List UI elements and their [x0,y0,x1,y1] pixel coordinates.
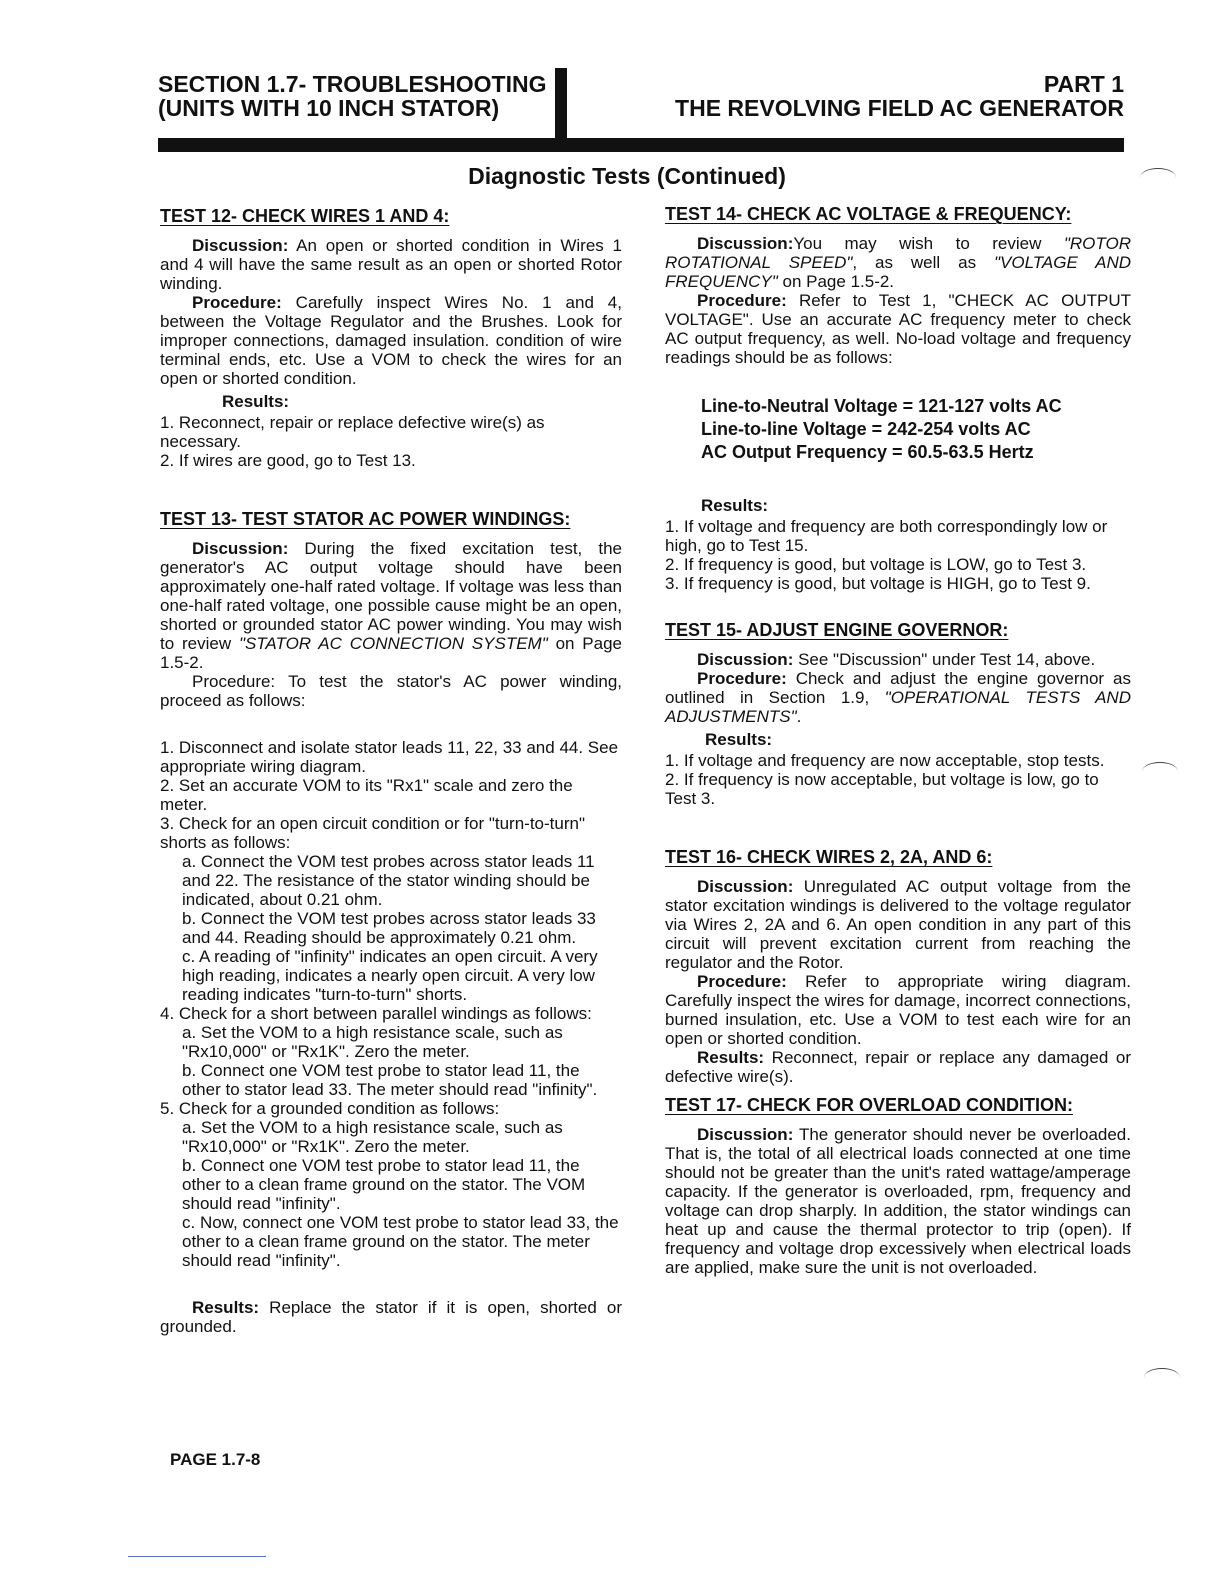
test13-step-1: 1. Disconnect and isolate stator leads 11, 22, 33 and 44. See appropriate wiring diagram. [160,738,619,776]
test15-heading: TEST 15- ADJUST ENGINE GOVERNOR: [665,620,1009,640]
test14-result-1: 1. If voltage and frequency are both correspondingly low or high, go to Test 15. [665,517,1108,555]
test16-results: Results: Reconnect, repair or replace any damaged or defective wire(s). [665,1048,1131,1086]
spec-line-to-line: Line-to-line Voltage = 242-254 volts AC [701,419,1031,439]
test14-result-3: 3. If frequency is good, but voltage is HIGH, go to Test 9. [665,574,1091,593]
page-title: Diagnostic Tests (Continued) [468,163,786,189]
test14-procedure: Procedure: Refer to Test 1, "CHECK AC OUTPUT VOLTAGE". Use an accurate AC frequency meter to check AC output frequency, as well. No-load voltage and frequency readings should be as follows: [665,291,1131,367]
part-title: THE REVOLVING FIELD AC GENERATOR [675,95,1124,121]
section-header [158,72,546,120]
test16-heading: TEST 16- CHECK WIRES 2, 2A, AND 6: [665,847,993,867]
section-subtitle: (UNITS WITH 10 INCH STATOR) [158,95,500,121]
test13-step-3b: b. Connect the VOM test probes across stator leads 33 and 44. Reading should be approximately 0.21 ohm. [182,909,596,947]
test17-heading: TEST 17- CHECK FOR OVERLOAD CONDITION: [665,1095,1074,1115]
test13-section [160,510,622,1336]
test13-step-4b: b. Connect one VOM test probe to stator lead 11, the other to stator lead 33. The meter should read "infinity". [182,1061,598,1099]
test13-step-5c: c. Now, connect one VOM test probe to stator lead 33, the other to a clean frame ground on the stator. The meter should read "infinity". [182,1213,619,1270]
test15-result-1: 1. If voltage and frequency are now acceptable, stop tests. [665,751,1105,770]
test12-results-label: Results: [222,392,290,411]
test12-result-1: 1. Reconnect, repair or replace defective wire(s) as necessary. [160,413,545,451]
test15-procedure: Procedure: Check and adjust the engine governor as outlined in Section 1.9, "OPERATIONAL TESTS AND ADJUSTMENTS". [665,669,1131,726]
test16-discussion: Discussion: Unregulated AC output voltage from the stator excitation windings is delivered to the voltage regulator via Wires 2, 2A and 6. An open condition in any part of this circuit will prevent excitation current from reaching the regulator and the Rotor. [665,877,1131,972]
test17-section [665,1096,1131,1277]
spec-line-to-neutral: Line-to-Neutral Voltage = 121-127 volts AC [701,396,1062,416]
test13-step-4a: a. Set the VOM to a high resistance scale, such as "Rx10,000" or "Rx1K". Zero the meter. [182,1023,563,1061]
test12-discussion: Discussion: An open or shorted condition in Wires 1 and 4 will have the same result as an open or shorted Rotor winding. [160,236,622,293]
left-column [160,207,622,1336]
test14-discussion: Discussion:You may wish to review "ROTOR ROTATIONAL SPEED", as well as "VOLTAGE AND FREQUENCY" on Page 1.5-2. [665,234,1131,291]
test12-procedure: Procedure: Carefully inspect Wires No. 1 and 4, between the Voltage Regulator and the Brushes. Look for improper connections, damaged insulation. condition of wire terminal ends, etc. Use a VOM to check the wires for an open or shorted condition. [160,293,622,388]
test13-step-5: 5. Check for a grounded condition as follows: [160,1099,500,1118]
test13-step-3c: c. A reading of "infinity" indicates an open circuit. A very high reading, indicates a nearly open circuit. A very low reading indicates "turn-to-turn" shorts. [182,947,598,1004]
test16-procedure: Procedure: Refer to appropriate wiring diagram. Carefully inspect the wires for damage, incorrect connections, burned insulation, etc. Use a VOM to test each wire for an open or shorted condition. [665,972,1131,1048]
header-rule [158,138,1124,152]
spec-frequency: AC Output Frequency = 60.5-63.5 Hertz [701,442,1034,462]
part-header [675,72,1124,120]
test14-section [665,205,1131,593]
binder-hole-mark [1140,168,1176,187]
test13-step-2: 2. Set an accurate VOM to its "Rx1" scale and zero the meter. [160,776,573,814]
binder-hole-mark [1144,1368,1180,1387]
right-column [665,205,1131,1277]
test13-procedure: Procedure: To test the stator's AC power winding, proceed as follows: [160,672,622,710]
test13-step-3: 3. Check for an open circuit condition or for "turn-to-turn" shorts as follows: [160,814,585,852]
binder-hole-mark [1142,762,1178,781]
test17-discussion: Discussion: The generator should never be overloaded. That is, the total of all electrical loads connected at one time should not be greater than the unit's rated wattage/amperage capacity. If the generator is overloaded, rpm, frequency and voltage can drop sharply. In addition, the stator windings can heat up and cause the thermal protector to trip (open). If frequency and voltage drop excessively when electrical loads are applied, make sure the unit is not overloaded. [665,1125,1131,1277]
test13-step-5a: a. Set the VOM to a high resistance scale, such as "Rx10,000" or "Rx1K". Zero the meter. [182,1118,563,1156]
test13-heading: TEST 13- TEST STATOR AC POWER WINDINGS: [160,509,571,529]
test12-heading: TEST 12- CHECK WIRES 1 AND 4: [160,206,450,226]
test15-result-2: 2. If frequency is now acceptable, but voltage is low, go to Test 3. [665,770,1099,808]
test13-step-3a: a. Connect the VOM test probes across stator leads 11 and 22. The resistance of the stator winding should be indicated, about 0.21 ohm. [182,852,595,909]
test12-result-2: 2. If wires are good, go to Test 13. [160,451,416,470]
test15-results-label: Results: [705,730,773,749]
test13-step-5b: b. Connect one VOM test probe to stator lead 11, the other to a clean frame ground on the stator. The VOM should read "infinity". [182,1156,586,1213]
test12-section [160,207,622,470]
test15-discussion: Discussion: See "Discussion" under Test 14, above. [697,650,1096,669]
test16-section [665,848,1131,1086]
scan-edge-line [128,1556,266,1557]
test13-step-4: 4. Check for a short between parallel windings as follows: [160,1004,592,1023]
section-title: SECTION 1.7- TROUBLESHOOTING [158,71,547,97]
test15-section [665,621,1131,808]
page-number: PAGE 1.7-8 [170,1450,261,1469]
test14-results-label: Results: [701,496,769,515]
test14-result-2: 2. If frequency is good, but voltage is LOW, go to Test 3. [665,555,1087,574]
part-number: PART 1 [1043,71,1124,97]
test13-discussion: Discussion: During the fixed excitation test, the generator's AC output voltage should have been approximately one-half rated voltage. If voltage was less than one-half rated voltage, one possible cause might be an open, shorted or grounded stator AC power winding. You may wish to review "STATOR AC CONNECTION SYSTEM" on Page 1.5-2. [160,539,622,672]
test14-heading: TEST 14- CHECK AC VOLTAGE & FREQUENCY: [665,204,1072,224]
test13-results: Results: Replace the stator if it is open, shorted or grounded. [160,1298,622,1336]
